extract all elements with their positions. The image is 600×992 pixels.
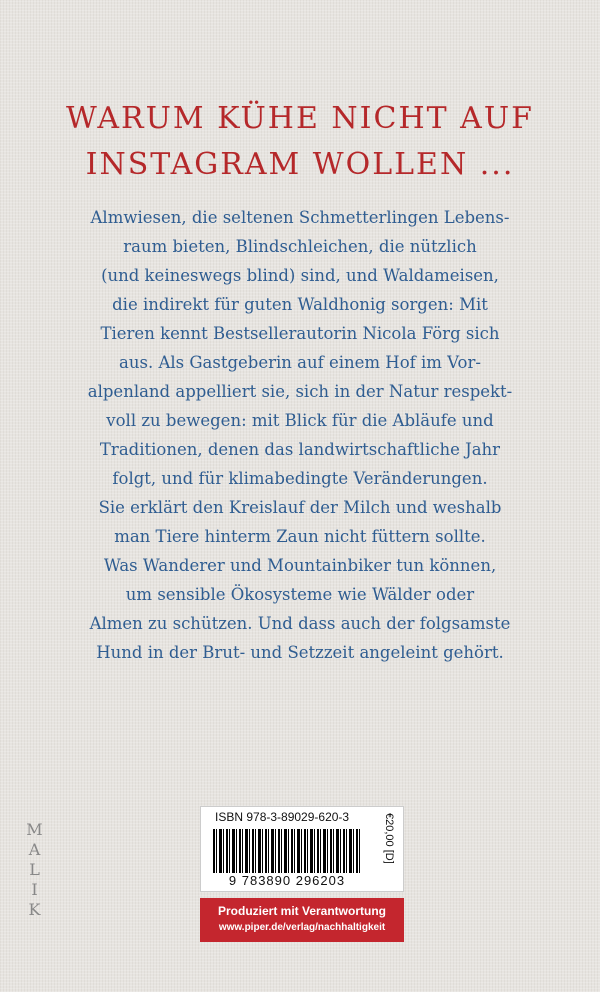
blurb-line: (und keineswegs blind) sind, und Waldameisen, [101,266,499,285]
book-title [0,96,600,188]
blurb-line: Hund in der Brut- und Setzzeit angeleint gehört. [96,643,504,662]
blurb-line: Almen zu schützen. Und dass auch der folgsamste [89,614,511,633]
blurb-line: Was Wanderer und Mountainbiker tun können, [103,556,497,575]
barcode-icon [213,829,361,873]
blurb-text [60,203,540,667]
sustainability-title: Produziert mit Verantwortung [217,904,386,918]
blurb-line: um sensible Ökosysteme wie Wälder oder [125,585,475,604]
barcode-digits: 9 783890 296203 [228,873,346,888]
sustainability-url: www.piper.de/verlag/nachhaltigkeit [218,922,386,933]
barcode-label [200,806,404,892]
price-label: €20,00 [D] [383,813,395,864]
blurb-line: folgt, und für klimabedingte Veränderungen. [112,469,488,488]
sustainability-label [200,898,404,942]
title-line-1: WARUM KÜHE NICHT AUF [66,101,534,136]
blurb-line: voll zu bewegen: mit Blick für die Abläufe und [106,411,494,430]
blurb-line: Traditionen, denen das landwirtschaftliche Jahr [99,440,501,459]
publisher-logo: MALIK [25,820,44,920]
isbn-number: ISBN 978-3-89029-620-3 [215,810,350,824]
blurb-line: man Tiere hinterm Zaun nicht füttern sollte. [114,527,486,546]
blurb-line: Almwiesen, die seltenen Schmetterlingen Lebens- [90,208,510,227]
blurb-line: alpenland appelliert sie, sich in der Natur respekt- [87,382,513,401]
title-line-2: INSTAGRAM WOLLEN ... [85,147,515,182]
blurb-line: aus. Als Gastgeberin auf einem Hof im Vor- [119,353,481,372]
blurb-line: Sie erklärt den Kreislauf der Milch und weshalb [98,498,502,517]
blurb-line: raum bieten, Blindschleichen, die nützlich [123,237,477,256]
blurb-line: Tieren kennt Bestsellerautorin Nicola Förg sich [100,324,500,343]
blurb-line: die indirekt für guten Waldhonig sorgen: Mit [112,295,488,314]
